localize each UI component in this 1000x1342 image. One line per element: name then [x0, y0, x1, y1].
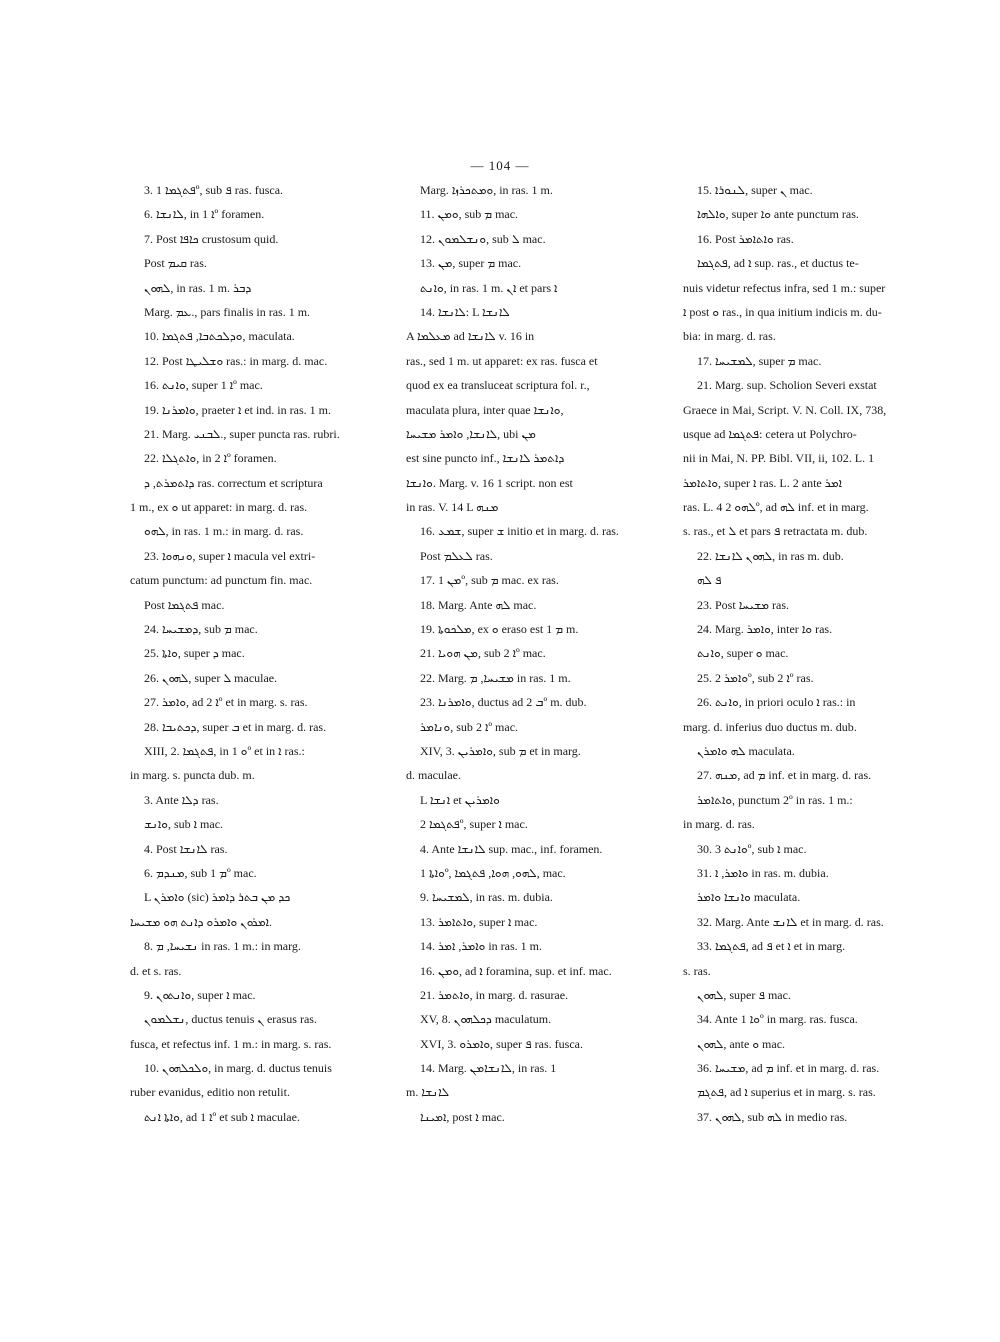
text-line: ܠܗܘܢ, super ܦ mac.	[697, 987, 791, 1002]
text-line: 9. ܠܡܫܝܚܐ, in ras. m. dubia.	[420, 890, 553, 905]
text-line: XIII, 2. ܦܬܓܡܐ, in ܘ 1º et in ܐ ras.:	[144, 743, 305, 758]
text-line: bia: in marg. d. ras.	[683, 329, 776, 344]
text-line: 24. Marg. ܘܐܡܪ, inter ܘܐ ras.	[697, 622, 833, 637]
text-line: ܘܐܬܐܡܪ, super ܐ ras. L. 2 ante ܐܡܪ	[683, 475, 843, 490]
text-line: ܠܗܘ, in ras. 1 m.: in marg. d. ras.	[144, 524, 304, 539]
text-line: ܐܡܪܘܢ ܘܐܡܪܘ ܕܐܢܬ ܗܘ ܡܫܝܚܐ.	[130, 914, 272, 929]
text-line: 14. Marg. ܠܐܢܫܐܡܢ, in ras. 1	[420, 1061, 557, 1076]
text-line: 19. ܡܠܟܘܬܐ, ex ܘ eraso est ܡ 1 m.	[420, 622, 579, 637]
text-line: quod ex ea transluceat scriptura fol. r.,	[406, 378, 590, 393]
text-line: XIV, 3. ܘܐܡܪܝܢ, sub ܡ et in marg.	[420, 743, 581, 758]
text-line: ܐܡܝܢܐ, post ܐ mac.	[420, 1109, 505, 1124]
text-line: XV, 8. ܕܟܠܗܘܢ maculatum.	[420, 1012, 552, 1027]
text-line: 31. ܘܐܡܪ, ܐ in ras. m. dubia.	[697, 865, 829, 880]
text-line: ܠܗܘܢ, ante ܘ mac.	[697, 1036, 786, 1051]
text-line: 9. ܘܐܢܬܘܢ, super ܐ mac.	[144, 987, 256, 1002]
text-line: A ܡܥܠܡܐ ad ܠܐܢܫܐ v. 16 in	[406, 329, 535, 344]
text-line: Marg. ܥܡ., pars finalis in ras. 1 m.	[144, 304, 311, 319]
text-line: usque ad ܦܬܓܡܐ: cetera ut Polychro-	[683, 426, 857, 441]
text-line: ܦ ܠܗ	[697, 573, 722, 588]
text-line: 1 m., ex ܘ ut apparet: in marg. d. ras.	[130, 500, 308, 515]
text-line: 12. Post ܘܫܠܝܛܐ ras.: in marg. d. mac.	[144, 353, 328, 368]
text-line: 16. ܘܡܢ, ad ܐ foramina, sup. et inf. mac.	[420, 963, 612, 978]
text-line: ܘܐܢܬ, super ܘ mac.	[697, 646, 789, 661]
text-line: ܘܐܠܗܐ, super ܘܐ ante punctum ras.	[697, 207, 859, 222]
text-line: ܘܐܢܫܐ ܘܐܡܪ maculata.	[697, 890, 801, 905]
text-line: 16. ܘܐܢܬ, super ܐ 1º mac.	[144, 378, 263, 393]
text-line: 33. ܦܬܓܡܐ, ad ܦ et ܐ et in marg.	[697, 939, 846, 954]
text-line: ܘܐܢܫܐ. Marg. v. 16 1 script. non est	[406, 475, 573, 490]
text-line: s. ras.	[683, 963, 711, 978]
text-line: 21. ܡܢ ܗܘܝܐ, sub ܐ 2º mac.	[420, 646, 546, 661]
text-line: 16. ܫܡܥ, super ܫ initio et in marg. d. ras.	[420, 524, 619, 539]
text-line: 10. ܘܕܠܟܬܒܐ, ܦܬܓܡܐ, maculata.	[144, 329, 295, 344]
text-line: 19. ܘܐܡܪܢܐ, praeter ܐ et ind. in ras. 1 m.	[144, 402, 331, 417]
text-line: 22. ܠܗܘܢ ܠܐܢܫܐ, in ras m. dub.	[697, 548, 844, 563]
page-number: — 104 —	[470, 158, 530, 173]
text-line: 27. ܡܢܗ, ad ܡ inf. et in marg. d. ras.	[697, 768, 872, 783]
text-line: 17. ܠܡܫܝܚܐ, super ܡ mac.	[697, 353, 822, 368]
text-line: 22. ܘܐܬܓܠܐ, in ܐ 2º foramen.	[144, 451, 277, 466]
text-line: ܕܐܬܡܪܬ, ܕ ras. correctum et scriptura	[144, 475, 323, 490]
text-line: in ras. V. 14 L ܡܢܗ	[406, 500, 499, 515]
text-line: 13. ܘܐܬܐܡܪ, super ܐ mac.	[420, 914, 538, 929]
text-line: 16. Post ܘܐܬܐܡܪ ras.	[697, 231, 794, 246]
text-line: 4. Post ܠܐܢܫܐ ras.	[144, 841, 228, 856]
text-line: 3. ܦܬܓܡܐ 1º, sub ܦ ras. fusca.	[144, 183, 284, 197]
text-line: 21. Marg. ܠܒܢܝ., super puncta ras. rubri.	[144, 426, 340, 441]
text-line: 8. ܢܫܝܚܐ, ܡ in ras. 1 m.: in marg.	[144, 939, 301, 954]
text-line: m. ܠܐܢܫܐ	[406, 1085, 450, 1100]
text-line: 10. ܘܠܟܠܗܘܢ, in marg. d. ductus tenuis	[144, 1061, 332, 1076]
text-line: maculata plura, inter quae ܘܐܢܫܐ,	[406, 402, 564, 417]
text-line: 6. ܡܢܕܡ, sub ܡ 1º mac.	[144, 865, 257, 880]
text-line: ܠܗ ܘܐܡܪܢ maculata.	[697, 743, 795, 758]
text-line: ܦܬܓܡܐ, ad ܐ sup. ras., et ductus te-	[697, 256, 859, 271]
text-line: 26. ܘܐܢܬ, in priori oculo ܐ ras.: in	[697, 695, 856, 710]
text-line: ܘܐܢܫ, sub ܐ mac.	[144, 817, 224, 832]
text-line: 11. ܘܡܢ, sub ܡ mac.	[420, 207, 519, 222]
text-line: L ܘܐܡܪܢ (sic) ܟܕ ܡܢ ܒܬܪ ܕܐܡܪ	[144, 890, 291, 905]
text-line: 26. ܠܗܘܢ, super ܠ maculae.	[144, 670, 278, 685]
text-line: 32. Marg. Ante ܠܐܢܫ et in marg. d. ras.	[697, 914, 884, 929]
text-line: 23. ܘܐܡܪܢܐ, ductus ad ܒ 2º m. dub.	[420, 695, 587, 710]
text-line: 17. ܡܢ 1º, sub ܡ mac. ex ras.	[420, 573, 559, 588]
text-line: ܘܐܢܬ, in ras. 1 m. ܐܢ et pars ܐ	[420, 280, 558, 295]
text-line: 30. ܘܐܢܬ 3º, sub ܐ mac.	[697, 841, 807, 856]
text-line: 27. ܘܐܡܪ, ad ܐ 2º et in marg. s. ras.	[144, 695, 308, 710]
text-line: 34. Ante ܘܐ 1º in marg. ras. fusca.	[697, 1012, 858, 1027]
text-line: ܦܬܓܡܐ 2º, super ܐ mac.	[420, 817, 528, 832]
text-line: Post ܦܬܓܡܐ mac.	[144, 597, 225, 612]
text-line: ܦܬܓܡ, ad ܐ superius et in marg. s. ras.	[697, 1085, 876, 1100]
text-line: ܘܢܐܡܪ, sub ܐ 2º mac.	[420, 719, 519, 734]
text-line: L ܐܢܫܐ et ܘܐܡܪܝܢ	[420, 792, 500, 807]
text-line: nuis videtur refectus infra, sed 1 m.: super	[683, 280, 886, 295]
column-middle	[406, 178, 660, 1129]
column-right	[683, 178, 936, 1129]
text-line: Post ܩܝܡ ras.	[144, 256, 207, 271]
text-line: marg. d. inferius duo ductus m. dub.	[683, 719, 857, 734]
text-line: 23. ܘܢܗܘܐ, super ܐ macula vel extri-	[144, 548, 316, 563]
text-line: 21. Marg. sup. Scholion Severi exstat	[697, 378, 877, 393]
text-line: 7. Post ܟܐܦܐ crustosum quid.	[144, 231, 279, 246]
text-line: nii in Mai, N. PP. Bibl. VII, ii, 102. L. 1	[683, 451, 875, 466]
text-line: XVI, 3. ܘܐܡܪܘ, super ܦ ras. fusca.	[420, 1036, 583, 1051]
text-line: 24. ܕܡܫܝܚܐ, sub ܡ mac.	[144, 622, 258, 637]
text-line: ras., sed 1 m. ut apparet: ex ras. fusca et	[406, 353, 598, 368]
text-line: catum punctum: ad punctum fin. mac.	[130, 573, 313, 588]
text-line: 6. ܠܐܢܫܐ, in ܐ 1º foramen.	[144, 207, 265, 222]
text-line: d. et s. ras.	[130, 963, 182, 978]
text-line: 14. ܠܐܢܫܐ: L ܠܐܢܫܐ	[420, 304, 510, 319]
text-line: ܢܫܠܡܘܢ, ductus tenuis ܢ erasus ras.	[144, 1012, 317, 1027]
text-line: est sine puncto inf., ܕܐܬܡܪ ܠܐܢܫܐ	[406, 451, 565, 466]
text-line: d. maculae.	[406, 768, 461, 783]
text-line: 28. ܕܟܬܝܒܐ, super ܒ et in marg. d. ras.	[144, 719, 327, 734]
column-left	[130, 178, 382, 1129]
text-line: 25. ܘܐܡܪ 2º, sub ܐ 2º ras.	[697, 670, 814, 685]
text-line: in marg. d. ras.	[683, 817, 755, 832]
text-line: 18. Marg. Ante ܠܗ mac.	[420, 597, 537, 612]
text-line: 37. ܠܗܘܢ, sub ܠܗ in medio ras.	[697, 1109, 848, 1124]
text-line: ܐ post ܘ ras., in qua initium indicis m. du-	[683, 304, 882, 319]
text-line: 23. Post ܡܫܝܚܐ ras.	[697, 597, 790, 612]
text-line: ܠܐܢܫܐ, ܘܐܡܪ ܡܫܝܚܐ, ubi ܡܢ	[406, 426, 536, 441]
text-line: 36. ܡܫܝܚܐ, ad ܡ inf. et in marg. d. ras.	[697, 1061, 880, 1076]
text-line: Marg. ܘܡܬܟܪܙܐ, in ras. 1 m.	[420, 183, 553, 197]
text-line: 13. ܡܢ, super ܡ mac.	[420, 256, 522, 271]
text-line: 15. ܠܢܘܪܐ, super ܢ mac.	[697, 183, 813, 197]
text-line: 12. ܘܢܫܠܡܘܢ, sub ܠ mac.	[420, 231, 546, 246]
text-line: Post ܠܥܠܡ ras.	[420, 548, 493, 563]
text-line: Graece in Mai, Script. V. N. Coll. IX, 738,	[683, 402, 887, 417]
text-line: ruber evanidus, editio non retulit.	[130, 1085, 290, 1100]
text-line: 14. ܘܐܡܪ, ܐܡܪ in ras. 1 m.	[420, 939, 543, 954]
text-line: 4. Ante ܠܐܢܫܐ sup. mac., inf. foramen.	[420, 841, 603, 856]
text-line: s. ras., et ܠ et pars ܦ retractata m. dub.	[683, 524, 868, 539]
text-line: 3. Ante ܕܠܐ ras.	[144, 792, 219, 807]
text-line: 25. ܘܐܬܐ, super ܕ mac.	[144, 646, 245, 661]
text-line: 21. ܘܐܬܡܪ, in marg. d. rasurae.	[420, 987, 569, 1002]
text-line: ܘܐܬܐܡܪ, punctum 2º in ras. 1 m.:	[697, 792, 853, 807]
text-line: ܘܐܬܐ ܐܢܬ, ad ܐ 1º et sub ܐ maculae.	[144, 1109, 300, 1124]
text-line: ܠܗܘܢ, in ras. 1 m. ܕܒܪ	[144, 280, 252, 295]
text-line: 22. Marg. ܡܫܝܚܐ, ܡ in ras. 1 m.	[420, 670, 571, 685]
text-line: ras. L. 4 ܠܗܘ 2º, ad ܠܗ inf. et in marg.	[683, 500, 869, 515]
text-line: fusca, et refectus inf. 1 m.: in marg. s. ras.	[130, 1036, 332, 1051]
text-line: in marg. s. puncta dub. m.	[130, 768, 255, 783]
text-line: ܘܐܬܐ 1º, ܠܗܘ, ܗܘܐ, ܦܬܓܡܐ, mac.	[420, 865, 566, 880]
